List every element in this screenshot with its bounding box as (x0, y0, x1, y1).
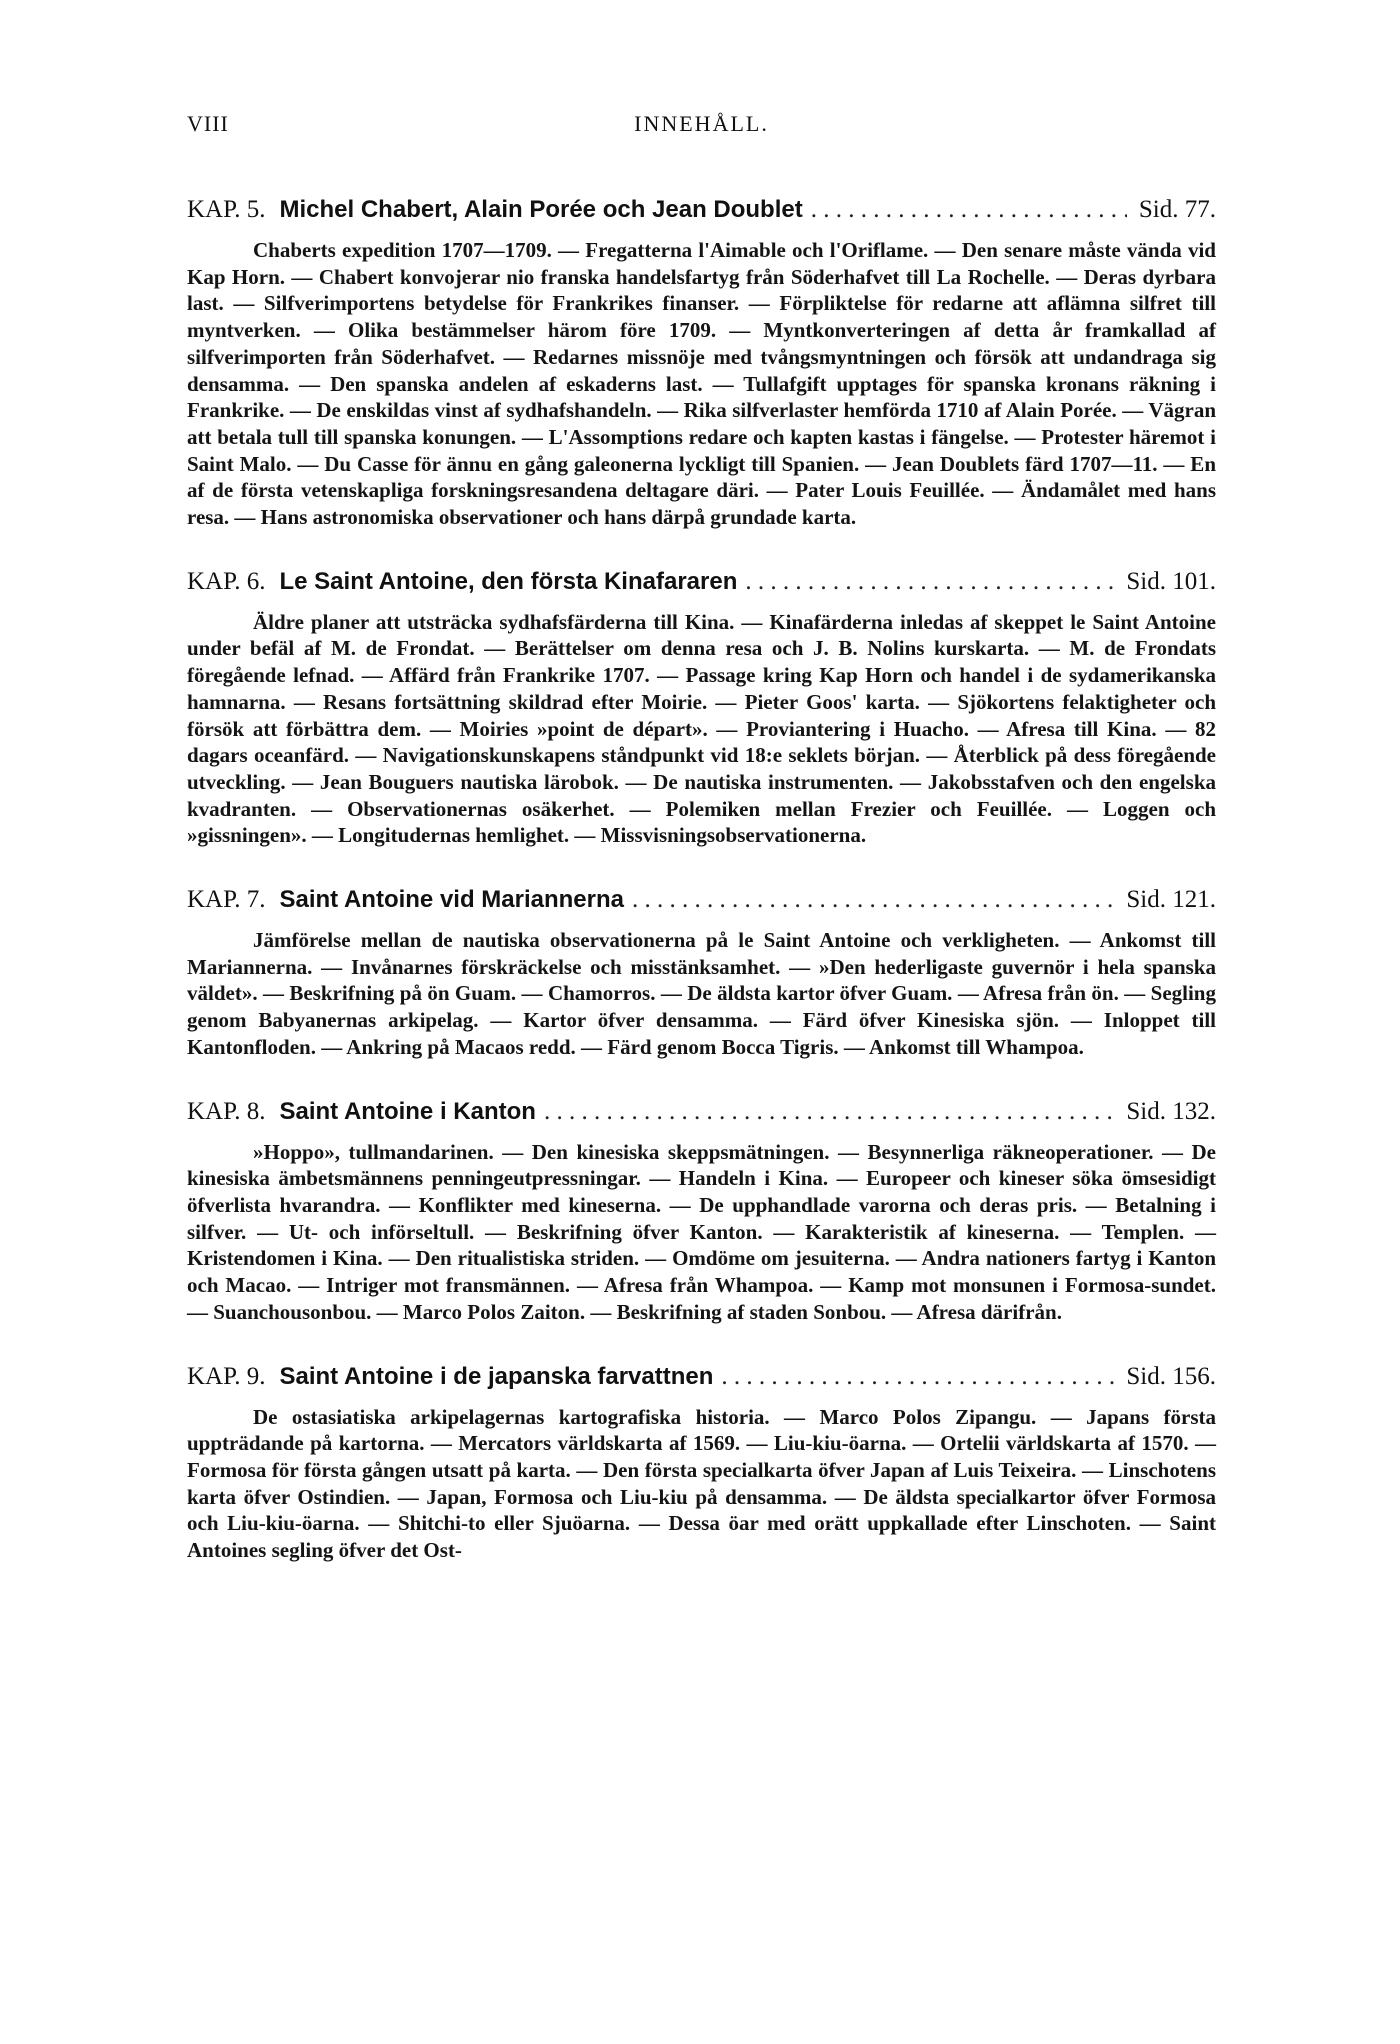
chapter-summary: Chaberts expedition 1707—1709. — Fregatterna l'Aimable och l'Oriflame. — Den senare måste vända vid Kap Horn. — Chabert konvojerar nio franska handelsfartyg från Söderhafvet till La Rochelle. — Deras dyrbara last. — Silfverimportens betydelse för Frankrikes finanser. — Förpliktelse för redarne att aflämna silfret till myntverken. — Olika bestämmelser härom före 1709. — Myntkonverteringen af detta år framkallad af silfverimporten från Söderhafvet. — Redarnes missnöje med tvångsmyntningen och försök att undandraga sig densamma. — Den spanska andelen af eskaderns last. — Tullafgift upptages för spanska kronans räkning i Frankrike. — De enskildas vinst af sydhafshandeln. — Rika silfverlaster hemförda 1710 af Alain Porée. — Vägran att betala tull till spanska konungen. — L'Assomptions redare och kapten kastas i fängelse. — Protester häremot i Saint Malo. — Du Casse för ännu en gång galeonerna lyckligt till Spanien. — Jean Doublets färd 1707—11. — En af de första vetenskapliga forskningsresandena deltagare däri. — Pater Louis Feuillée. — Ändamålet med hans resa. — Hans astronomiska observationer och hans därpå grundade karta. (187, 238, 1216, 530)
chapter-title: Saint Antoine vid Mariannerna (279, 886, 624, 914)
chapter-title: Saint Antoine i Kanton (279, 1097, 536, 1125)
dot-leader (721, 1360, 1114, 1394)
chapter-number: KAP. 8. (187, 1097, 266, 1125)
chapter-heading (187, 1095, 1216, 1129)
chapter-page-ref: Sid. 77. (1138, 196, 1216, 223)
page-number: VIII (187, 111, 229, 136)
chapter-page-ref: Sid. 132. (1126, 1097, 1216, 1125)
chapter-page-ref: Sid. 101. (1126, 567, 1216, 595)
chapter-number: KAP. 6. (187, 567, 266, 595)
running-head (187, 105, 1216, 145)
chapter-heading (187, 565, 1216, 599)
document-page (187, 105, 1216, 1564)
chapter-page-ref: Sid. 156. (1126, 1362, 1216, 1390)
chapter-summary: De ostasiatiska arkipelagernas kartografiska historia. — Marco Polos Zipangu. — Japans första uppträdande på kartorna. — Mercators världskarta af 1569. — Liu-kiu-öarna. — Ortelii världskarta af 1570. — Formosa för första gången utsatt på karta. — Den första specialkarta öfver Japan af Luis Teixeira. — Linschotens karta öfver Ostindien. — Japan, Formosa och Liu-kiu på densamma. — De äldsta specialkartor öfver Formosa och Liu-kiu-öarna. — Shitchi-to eller Sjuöarna. — Dessa öar med orätt uppkallade efter Linschoten. — Saint Antoines segling öfver det Ost- (187, 1404, 1216, 1563)
chapter-number: KAP. 9. (187, 1362, 266, 1390)
chapter-7 (187, 883, 1216, 1061)
chapter-5 (187, 193, 1216, 531)
chapter-summary: »Hoppo», tullmandarinen. — Den kinesiska skeppsmätningen. — Besynnerliga räkneoperationer. — De kinesiska ämbetsmännens penningeutpressningar. — Handeln i Kina. — Europeer och kineser söka ömsesidigt öfverlista hvarandra. — Konflikter med kineserna. — De upphandlade varorna och deras pris. — Betalning i silfver. — Ut- och införseltull. — Beskrifning öfver Kanton. — Karakteristik af kineserna. — Templen. — Kristendomen i Kina. — Den ritualistiska striden. — Omdöme om jesuiterna. — Andra nationers fartyg i Kanton och Macao. — Intriger mot fransmännen. — Afresa från Whampoa. — Kamp mot monsunen i Formosa-sundet. — Suanchousonbou. — Marco Polos Zaiton. — Beskrifning af staden Sonbou. — Afresa därifrån. (187, 1139, 1216, 1324)
chapter-number: KAP. 5. (187, 196, 266, 223)
chapter-page-ref: Sid. 121. (1126, 886, 1216, 914)
chapter-9 (187, 1360, 1216, 1564)
dot-leader (544, 1095, 1114, 1129)
chapter-heading (187, 1360, 1216, 1394)
chapter-title: Le Saint Antoine, den första Kinafararen (279, 567, 738, 595)
dot-leader (745, 565, 1114, 599)
chapter-heading (187, 883, 1216, 917)
chapter-summary: Äldre planer att utsträcka sydhafsfärderna till Kina. — Kinafärderna inledas af skeppet le Saint Antoine under befäl af M. de Frondat. — Berättelser om denna resa och J. B. Nolins kurskarta. — M. de Frondats föregående lefnad. — Affärd från Frankrike 1707. — Passage kring Kap Horn och handel i de sydamerikanska hamnarna. — Resans fortsättning skildrad efter Moirie. — Pieter Goos' karta. — Sjökortens felaktigheter och försök att förbättra dem. — Moiries »point de départ». — Proviantering i Huacho. — Afresa till Kina. — 82 dagars oceanfärd. — Navigationskunskapens ståndpunkt vid 18:e seklets början. — Återblick på dess föregående utveckling. — Jean Bouguers nautiska lärobok. — De nautiska instrumenten. — Jakobsstafven och den engelska kvadranten. — Observationernas osäkerhet. — Polemiken mellan Frezier och Feuillée. — Loggen och »gissningen». — Longitudernas hemlighet. — Missvisningsobservationerna. (187, 609, 1216, 848)
chapter-8 (187, 1095, 1216, 1326)
dot-leader (632, 883, 1114, 917)
chapter-heading (187, 193, 1216, 227)
chapter-summary: Jämförelse mellan de nautiska observationerna på le Saint Antoine och verkligheten. — Ankomst till Mariannerna. — Invånarnes förskräckelse och misstänksamhet. — »Den hederligaste guvernör i hela spanska väldet». — Beskrifning på ön Guam. — Chamorros. — De äldsta kartor öfver Guam. — Afresa från ön. — Segling genom Babyanernas arkipelag. — Kartor öfver densamma. — Färd öfver Kinesiska sjön. — Inloppet till Kantonfloden. — Ankring på Macaos redd. — Färd genom Bocca Tigris. — Ankomst till Whampoa. (187, 928, 1216, 1059)
chapter-6 (187, 565, 1216, 849)
running-head-title: INNEHÅLL. (634, 111, 769, 136)
chapter-number: KAP. 7. (187, 886, 266, 914)
chapter-title: Saint Antoine i de japanska farvattnen (279, 1362, 714, 1390)
chapter-title: Michel Chabert, Alain Porée och Jean Doublet (279, 196, 803, 223)
dot-leader (811, 193, 1127, 227)
